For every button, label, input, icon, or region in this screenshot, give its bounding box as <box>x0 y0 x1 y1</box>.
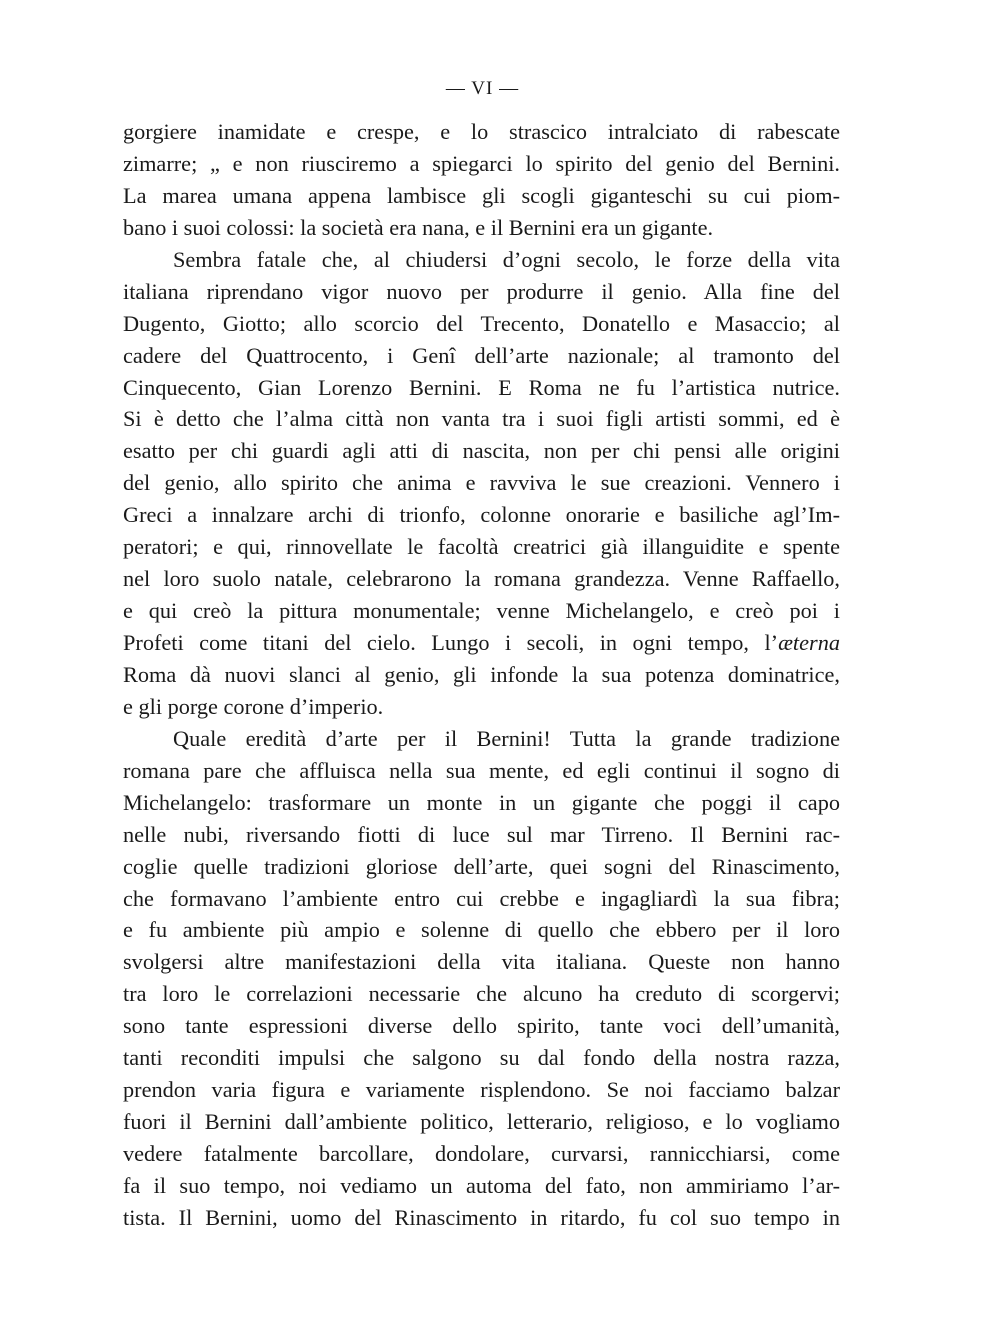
text-line <box>123 946 840 978</box>
text-line-content: Dugento, Giotto; allo scorcio del Trecento, Donatello e Masaccio; al <box>123 310 840 336</box>
text-line-content: Roma dà nuovi slanci al genio, gli infonde la sua potenza dominatrice, <box>123 661 840 687</box>
text-line <box>123 467 840 499</box>
text-line <box>123 851 840 883</box>
text-line-content: fa il suo tempo, noi vediamo un automa del fato, non ammiriamo l’ar- <box>123 1172 840 1198</box>
text-line-content: La marea umana appena lambisce gli scogli giganteschi su cui piom- <box>123 182 840 208</box>
body-text <box>123 116 840 1234</box>
text-line <box>123 787 840 819</box>
text-line-content: Michelangelo: trasformare un monte in un gigante che poggi il capo <box>123 789 840 815</box>
text-line <box>123 1138 840 1170</box>
text-line-content: tista. Il Bernini, uomo del Rinascimento in ritardo, fu col suo tempo in <box>123 1204 840 1230</box>
text-line-content: bano i suoi colossi: la società era nana, e il Bernini era un gigante. <box>123 214 714 240</box>
text-line-content: cadere del Quattrocento, i Genî dell’arte nazionale; al tramonto del <box>123 342 840 368</box>
text-line-content: e qui creò la pittura monumentale; venne Michelangelo, e creò poi i <box>123 598 840 624</box>
text-line <box>123 1202 840 1234</box>
text-line-content: Si è detto che l’alma città non vanta tra i suoi figli artisti sommi, ed è <box>123 406 840 432</box>
text-line <box>123 372 840 404</box>
text-line <box>123 883 840 915</box>
text-line <box>123 819 840 851</box>
text-line-content: tra loro le correlazioni necessarie che alcuno ha creduto di scorgervi; <box>123 981 840 1007</box>
text-line <box>123 659 840 691</box>
text-line-content: Profeti come titani del cielo. Lungo i secoli, in ogni tempo, l’ <box>123 630 779 655</box>
text-line <box>123 1010 840 1042</box>
text-line <box>123 1170 840 1202</box>
text-line-content: Sembra fatale che, al chiudersi d’ogni secolo, le forze della vita <box>173 246 840 272</box>
text-line <box>123 1042 840 1074</box>
text-line <box>123 723 840 755</box>
text-line-content: che formavano l’ambiente entro cui crebbe e ingagliardì la sua fibra; <box>123 885 840 911</box>
text-line <box>123 1074 840 1106</box>
text-line-content: tanti reconditi impulsi che salgono su dal fondo della nostra razza, <box>123 1045 840 1071</box>
text-line-content: e fu ambiente più ampio e solenne di quello che ebbero per il loro <box>123 917 840 943</box>
text-line <box>123 691 840 723</box>
text-line-content: nel loro suolo natale, celebrarono la romana grandezza. Venne Raffaello, <box>123 566 840 592</box>
text-line-content: prendon varia figura e variamente risplendono. Se noi facciamo balzar <box>123 1077 840 1103</box>
text-line <box>123 244 840 276</box>
text-line-content: Cinquecento, Gian Lorenzo Bernini. E Roma ne fu l’artistica nutrice. <box>123 374 840 400</box>
text-line-content: e gli porge corone d’imperio. <box>123 693 384 719</box>
text-line <box>123 308 840 340</box>
text-line-content: italiana riprendano vigor nuovo per produrre il genio. Alla fine del <box>123 278 840 304</box>
text-line <box>123 212 840 244</box>
text-line-content: esatto per chi guardi agli atti di nascita, non per chi pensi alle origini <box>123 438 840 464</box>
text-line <box>123 978 840 1010</box>
text-line <box>123 531 840 563</box>
text-line-content: fuori il Bernini dall’ambiente politico, letterario, religioso, e lo vogliamo <box>123 1109 840 1135</box>
text-line <box>123 595 840 627</box>
text-line <box>123 755 840 787</box>
italic-word: æterna <box>778 630 840 655</box>
text-line <box>123 563 840 595</box>
text-line <box>123 499 840 531</box>
text-line <box>123 627 840 659</box>
page-number: — VI — <box>445 78 520 99</box>
text-line-content: peratori; e qui, rinnovellate le facoltà creatrici già illanguidite e spente <box>123 534 840 560</box>
text-line-content: Quale eredità d’arte per il Bernini! Tutta la grande tradizione <box>173 725 840 751</box>
text-line <box>123 116 840 148</box>
text-line-content: sono tante espressioni diverse dello spirito, tante voci dell’umanità, <box>123 1013 840 1039</box>
text-line-content: gorgiere inamidate e crespe, e lo strascico intralciato di rabescate <box>123 119 840 144</box>
text-line <box>123 914 840 946</box>
text-line-content: Greci a innalzare archi di trionfo, colonne onorarie e basiliche agl’Im- <box>123 502 840 528</box>
text-line <box>123 435 840 467</box>
text-line-content: nelle nubi, riversando fiotti di luce sul mar Tirreno. Il Bernini rac- <box>123 821 840 847</box>
text-line-content: coglie quelle tradizioni gloriose dell’arte, quei sogni del Rinascimento, <box>123 853 840 879</box>
text-line <box>123 276 840 308</box>
text-line <box>123 1106 840 1138</box>
text-line <box>123 403 840 435</box>
text-line <box>123 148 840 180</box>
text-line-content: romana pare che affluisca nella sua mente, ed egli continui il sogno di <box>123 757 840 783</box>
text-line-content: del genio, allo spirito che anima e ravviva le sue creazioni. Vennero i <box>123 470 840 496</box>
text-line-content: zimarre; „ e non riusciremo a spiegarci lo spirito del genio del Bernini. <box>123 150 840 176</box>
text-line <box>123 180 840 212</box>
text-line-content: svolgersi altre manifestazioni della vita italiana. Queste non hanno <box>123 949 840 975</box>
text-line <box>123 340 840 372</box>
text-line-content: vedere fatalmente barcollare, dondolare, curvarsi, rannicchiarsi, come <box>123 1141 840 1166</box>
